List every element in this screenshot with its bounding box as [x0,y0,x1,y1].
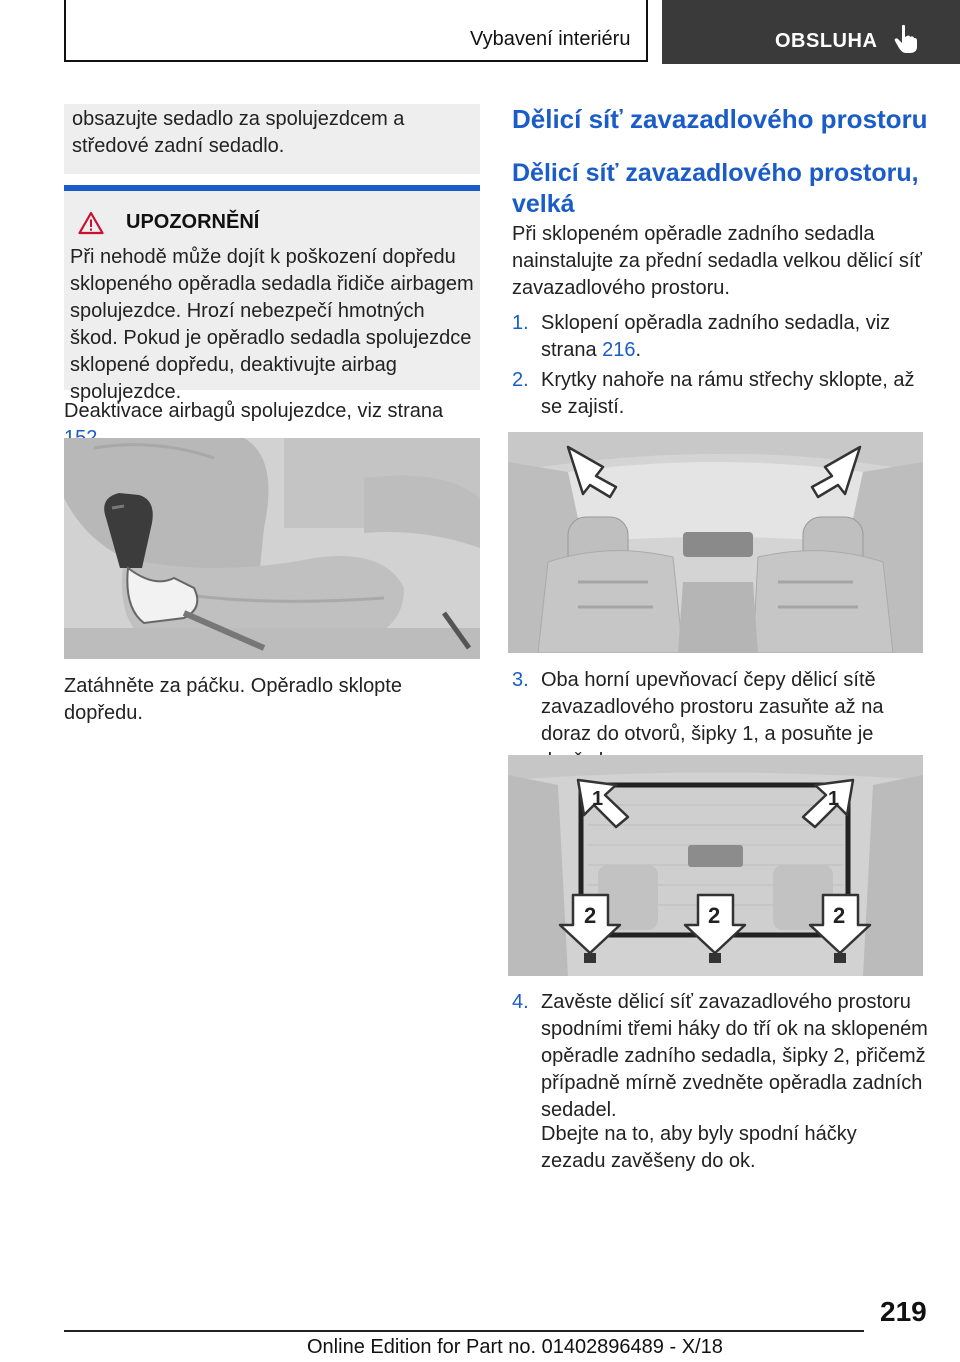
step-1-text: Sklopení opěradla zadního sedadla, viz strana [541,312,891,361]
pointing-hand-icon [893,24,919,59]
step-number: 2. [512,369,529,391]
step-text: Oba horní upevňovací čepy dělicí sítě zavazadlového prostoru zasuňte až na doraz do otvorů, šipky 1, a posuňte je [541,669,884,745]
intro-box [64,104,480,174]
header-section-title: Vybavení interiéru [470,28,631,50]
deactivation-text: Deaktivace airbagů spolujezdce, viz strana [64,400,444,422]
intro-text: obsazujte sedadlo za spolujezdcem a středové zadní sedadlo. [72,108,405,157]
arrow-label-2-left: 2 [584,903,597,928]
step-number: 4. [512,991,529,1013]
step-number: 1. [512,312,529,334]
step-text: Zavěste dělicí síť zavazadlového prostoru spodními třemi háky do tří ok na sklopeném opěradle zadního sedadla, šipky 2, přičemž případně mírně zvedněte opěradla zadních sedadel. [541,991,928,1121]
page-link-216[interactable]: 216 [602,339,636,361]
page-number: 219 [880,1296,927,1327]
seat-image-caption: Zatáhněte za páčku. Opěradlo sklopte dopředu. [64,675,402,724]
hook-note: Dbejte na to, aby byly spodní háčky zezadu zavěšeny do ok. [541,1123,857,1172]
step-1-end: . [635,339,642,361]
step-text: Krytky nahoře na rámu střechy sklopte, až se zajistí. [541,369,915,418]
arrow-label-1-right: 1 [828,788,840,810]
warning-triangle-icon [78,211,104,240]
section-title: Dělicí síť zavazadlového prostoru [512,104,928,134]
seat-lever-illustration [64,438,480,659]
arrow-label-2-right: 2 [833,903,846,928]
footer-divider [64,1330,864,1332]
interior-net-installation-illustration [508,755,923,976]
subsection-title: Dělicí síť zavazadlového prostoru, velká [512,159,919,218]
arrow-label-1-left: 1 [592,788,604,810]
warning-body: Při nehodě může dojít k poškození dopředu sklopeného opěradla sedadla řidiče airbagem spolujezdce. Hrozí nebezpečí hmotných škod. Pokud je opěradlo sedadla spolujezdce sklopené dopředu, deaktivujte airbag spolujezdce. [70,246,474,403]
warning-box [64,191,480,403]
net-intro-text: Při sklopeném opěradle zadního sedadla nainstalujte za přední sedadla velkou dělicí síť zavazadlového prostoru. [512,223,922,299]
step-text [541,310,931,364]
step-number: 3. [512,669,529,691]
arrow-label-2-center: 2 [708,903,721,928]
warning-title: UPOZORNĚNÍ [126,211,260,233]
interior-roof-covers-illustration [508,432,923,653]
footer-edition: Online Edition for Part no. 01402896489 - X/18 [307,1336,723,1358]
header-tab-label: OBSLUHA [775,30,878,52]
